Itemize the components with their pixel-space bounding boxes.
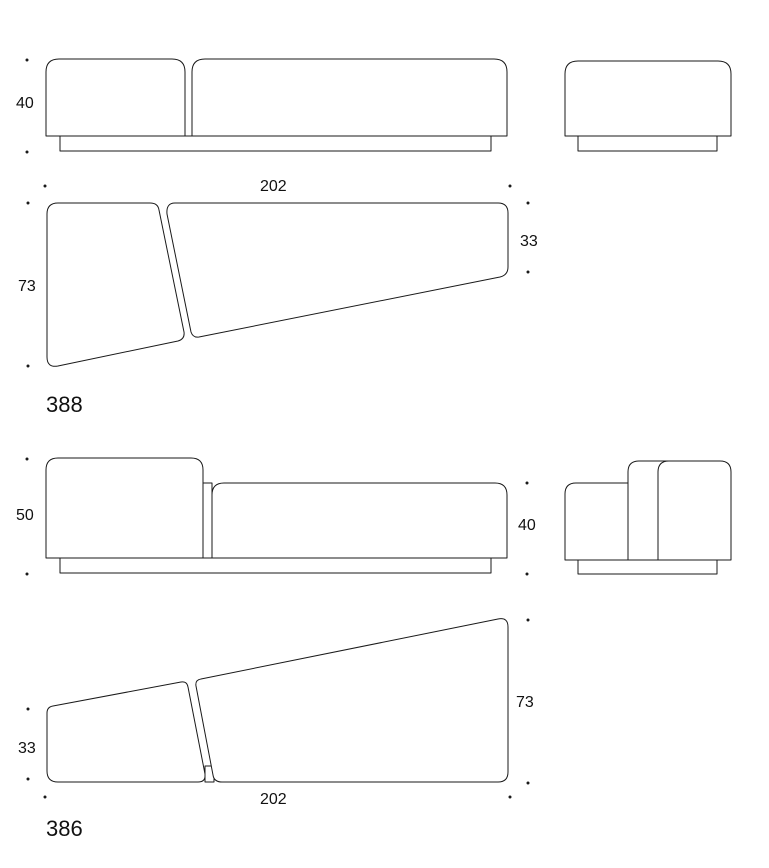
front-height-label: 40 (16, 95, 34, 112)
dimension-marker (44, 185, 47, 188)
back-height-label: 50 (16, 507, 34, 524)
plan-depth-label: 73 (18, 278, 36, 295)
side-view-back-front (658, 461, 731, 560)
model-388-side-view (565, 61, 731, 151)
side-view-base (578, 136, 717, 151)
dimension-marker (526, 482, 529, 485)
dimension-marker (527, 782, 530, 785)
side-view-cushion (565, 61, 731, 136)
dimension-marker (27, 365, 30, 368)
model-386-side-view (565, 461, 731, 574)
front-view-right-cushion (192, 59, 507, 136)
model-388-code: 388 (46, 392, 83, 417)
dimension-marker (26, 59, 29, 62)
plan-depth-label: 73 (516, 694, 534, 711)
plan-left-module (47, 682, 205, 782)
plan-end-depth-label: 33 (520, 233, 538, 250)
front-view-left-cushion (46, 59, 185, 136)
dimension-marker (27, 202, 30, 205)
side-view-base (578, 560, 717, 574)
side-view-seat (565, 483, 628, 560)
front-view-joint (203, 483, 212, 558)
dimension-marker (509, 796, 512, 799)
seat-height-label: 40 (518, 517, 536, 534)
front-view-base (60, 136, 491, 151)
plan-length-label: 202 (260, 791, 287, 808)
dimension-marker (527, 202, 530, 205)
dimension-marker (527, 619, 530, 622)
dimension-marker (527, 271, 530, 274)
dimension-marker (26, 573, 29, 576)
front-view-seat-module (212, 483, 507, 558)
front-view-base (60, 558, 491, 573)
plan-length-label: 202 (260, 178, 287, 195)
model-386-front-view (16, 458, 536, 576)
dimension-marker (26, 458, 29, 461)
dimension-marker (26, 151, 29, 154)
plan-end-depth-label: 33 (18, 740, 36, 757)
model-388-plan-view (18, 178, 538, 368)
model-386-plan-view (18, 619, 534, 809)
front-view-back-module (46, 458, 203, 558)
plan-right-module (167, 203, 508, 337)
dimension-marker (27, 708, 30, 711)
dimension-marker (27, 778, 30, 781)
plan-right-module (196, 619, 508, 782)
dimension-marker (526, 573, 529, 576)
dimension-marker (44, 796, 47, 799)
dimension-marker (509, 185, 512, 188)
plan-left-module (47, 203, 184, 366)
model-388-front-view (16, 59, 507, 154)
model-386-code: 386 (46, 816, 83, 841)
